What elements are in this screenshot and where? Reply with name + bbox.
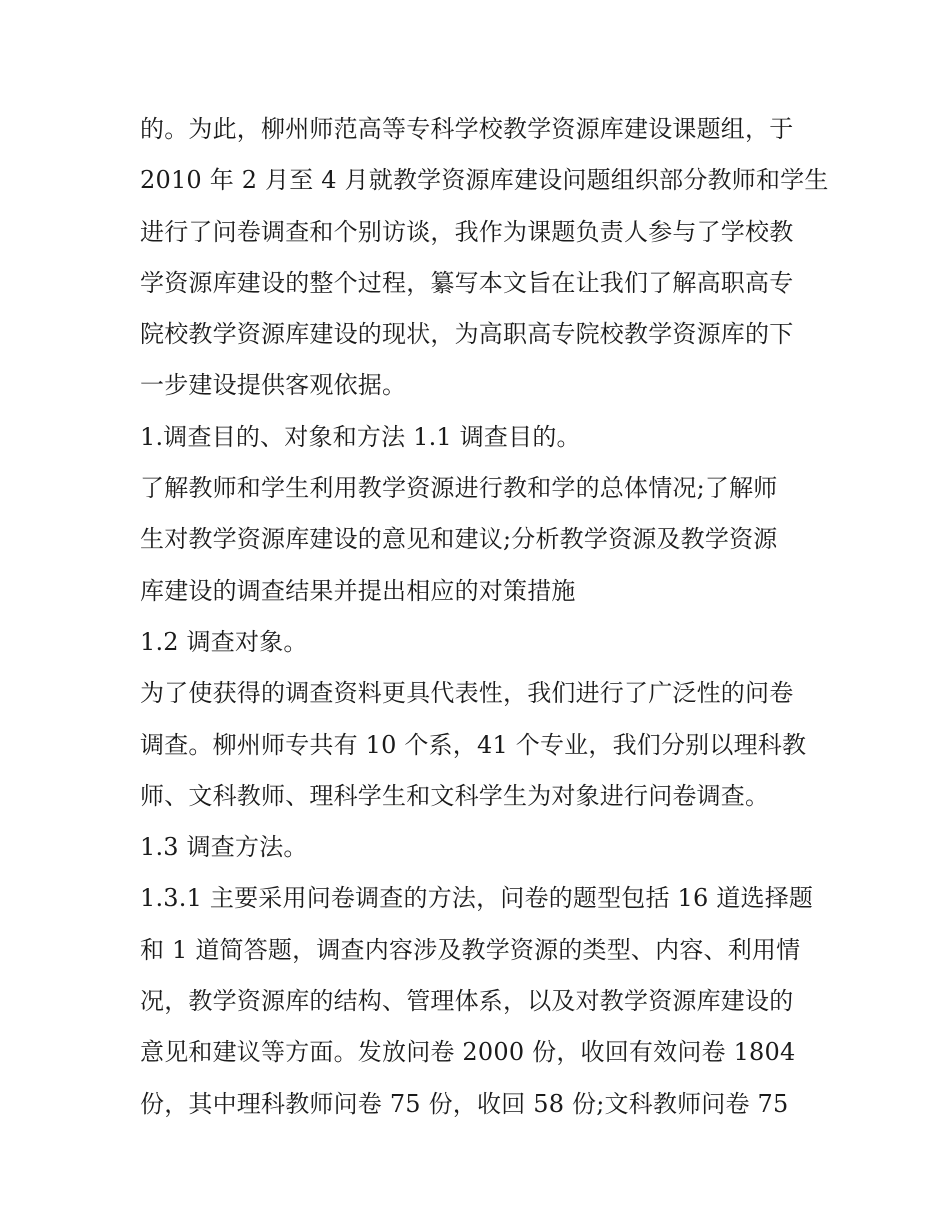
section-heading: 1.3 调查方法。 <box>140 833 308 862</box>
section-heading: 1.调查目的、对象和方法 1.1 调查目的。 <box>140 422 581 451</box>
text-line: 况，教学资源库的结构、管理体系，以及对教学资源库建设的 <box>140 987 794 1016</box>
text-line: 一步建设提供客观依据。 <box>140 371 407 400</box>
text-line: 2010 年 2 月至 4 月就教学资源库建设问题组织部分教师和学生 <box>140 166 829 195</box>
text-line: 的。为此，柳州师范高等专科学校教学资源库建设课题组，于 <box>140 115 794 143</box>
text-line: 调查。柳州师专共有 10 个系，41 个专业，我们分别以理科教 <box>140 730 807 759</box>
text-line: 了解教师和学生利用教学资源进行教和学的总体情况;了解师 <box>140 474 778 503</box>
text-line: 进行了问卷调查和个别访谈，我作为课题负责人参与了学校教 <box>140 217 794 246</box>
text-line: 份，其中理科教师问卷 75 份，收回 58 份;文科教师问卷 75 <box>140 1089 789 1118</box>
body-text <box>140 104 829 1130</box>
text-line: 库建设的调查结果并提出相应的对策措施 <box>140 576 576 605</box>
text-line: 院校教学资源库建设的现状，为高职高专院校教学资源库的下 <box>140 320 794 349</box>
text-line: 师、文科教师、理科学生和文科学生为对象进行问卷调查。 <box>140 781 770 810</box>
section-heading: 1.2 调查对象。 <box>140 627 308 656</box>
text-line: 意见和建议等方面。发放问卷 2000 份，收回有效问卷 1804 <box>140 1038 796 1067</box>
text-line: 和 1 道简答题，调查内容涉及教学资源的类型、内容、利用情 <box>140 935 801 964</box>
text-line: 为了使获得的调查资料更具代表性，我们进行了广泛性的问卷 <box>140 679 794 708</box>
text-line: 学资源库建设的整个过程，纂写本文旨在让我们了解高职高专 <box>140 268 794 297</box>
text-line: 1.3.1 主要采用问卷调查的方法，问卷的题型包括 16 道选择题 <box>140 884 814 913</box>
text-line: 生对教学资源库建设的意见和建议;分析教学资源及教学资源 <box>140 525 778 554</box>
